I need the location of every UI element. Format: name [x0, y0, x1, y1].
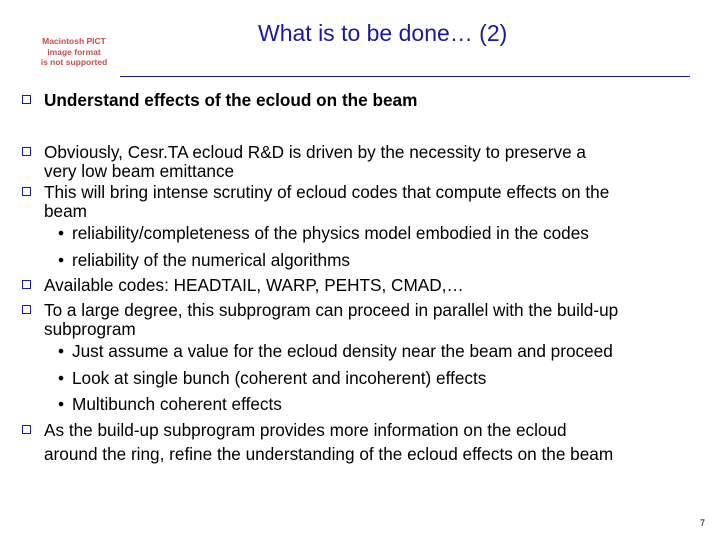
- list-item-continuation: beam: [44, 201, 87, 221]
- list-item-text: Available codes: HEADTAIL, WARP, PEHTS, CMAD,…: [44, 275, 464, 295]
- sub-list-item-text: Just assume a value for the ecloud density near the beam and proceed: [72, 341, 613, 361]
- list-item: [20, 140, 715, 180]
- bullet-icon: •: [58, 341, 65, 361]
- checkbox-icon: [22, 187, 31, 196]
- pict-notice-line: image format: [47, 46, 101, 57]
- list-item-text: Understand effects of the ecloud on the beam: [44, 90, 418, 110]
- checkbox-icon: [22, 305, 31, 314]
- list-item-text: This will bring intense scrutiny of ecloud codes that compute effects on the: [44, 182, 610, 202]
- pict-notice-line: is not supported: [40, 57, 108, 67]
- bullet-icon: •: [58, 394, 65, 414]
- list-item: [20, 273, 715, 298]
- list-item: [20, 298, 715, 338]
- checkbox-icon: [22, 425, 31, 434]
- slide-body: [20, 88, 715, 465]
- sub-list-item-text: reliability/completeness of the physics model embodied in the codes: [72, 223, 589, 243]
- list-item-continuation: very low beam emittance: [44, 161, 235, 181]
- sub-list-item-text: Multibunch coherent effects: [72, 394, 282, 414]
- list-item: [20, 418, 715, 465]
- bullet-icon: •: [58, 249, 65, 270]
- title-divider: [120, 76, 690, 77]
- list-item-text: Obviously, Cesr.TA ecloud R&D is driven by the necessity to preserve a: [44, 142, 586, 162]
- list-item-continuation: around the ring, refine the understanding of the ecloud effects on the beam: [44, 443, 614, 464]
- pict-notice-line: Macintosh PICT: [42, 36, 106, 46]
- list-item: [20, 88, 715, 113]
- checkbox-icon: [22, 280, 31, 289]
- sub-list-item: [20, 247, 715, 274]
- sub-list-item: [20, 220, 715, 247]
- pict-placeholder-logo: [26, 36, 122, 68]
- list-item: [20, 180, 715, 220]
- sub-list-item-text: reliability of the numerical algorithms: [72, 249, 350, 270]
- list-item-text: As the build-up subprogram provides more information on the ecloud: [44, 419, 567, 440]
- page-number: 7: [700, 518, 706, 528]
- sub-list-item: [20, 338, 715, 365]
- list-item-text: To a large degree, this subprogram can proceed in parallel with the build-up: [44, 300, 619, 320]
- checkbox-icon: [22, 147, 31, 156]
- sub-list-item: [20, 391, 715, 418]
- sub-list-item: [20, 365, 715, 392]
- bullet-icon: •: [58, 223, 65, 243]
- bullet-icon: •: [58, 367, 65, 388]
- slide-title: What is to be done… (2): [258, 20, 508, 46]
- checkbox-icon: [22, 95, 31, 104]
- list-item-continuation: subprogram: [44, 319, 136, 339]
- spacer: [20, 113, 715, 140]
- sub-list-item-text: Look at single bunch (coherent and incoherent) effects: [72, 367, 487, 388]
